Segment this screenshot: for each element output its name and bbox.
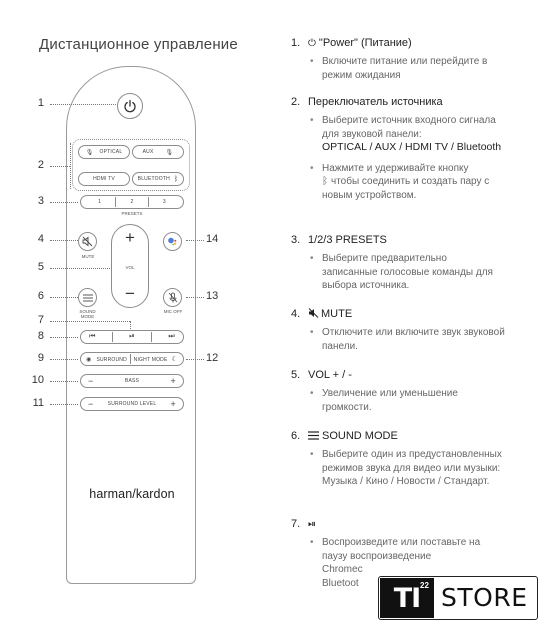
leader-12: [186, 359, 204, 360]
power-button[interactable]: [117, 93, 143, 119]
play-pause-icon[interactable]: ⏯: [129, 333, 135, 340]
mic-icon: 🎙: [85, 149, 94, 156]
surround-level-bar: [80, 397, 184, 411]
sound-mode-icon: [83, 294, 93, 302]
mute-button[interactable]: [78, 232, 97, 251]
section-6-bullet: • Выберите один из предустановленных режимов звука для видео или музыки: Музыка / Кино / Новости / Стандарт.: [310, 448, 505, 489]
bluetooth-button[interactable]: [132, 172, 184, 186]
surround-level-down-button[interactable]: −: [88, 399, 94, 409]
preset-1-button[interactable]: 1: [98, 199, 102, 205]
brand-logo: harman/kardon: [89, 487, 175, 501]
source-list: OPTICAL / AUX / HDMI TV / Bluetooth: [322, 141, 502, 153]
leader-2-bracket: [70, 143, 71, 189]
section-5-bullet: • Увеличение или уменьшение громкости.: [310, 387, 505, 414]
leader-6: [50, 297, 78, 298]
section-3-bullets: [310, 252, 505, 300]
section-1-heading: 1. ⏻ "Power" (Питание): [291, 37, 412, 49]
callout-10: 10: [31, 374, 44, 386]
callout-14: 14: [206, 233, 219, 245]
section-3-heading: 3. 1/2/3 PRESETS: [291, 234, 387, 246]
bass-up-button[interactable]: +: [170, 376, 176, 386]
section-1-bullet: • Включите питание или перейдите в режим ожидания: [310, 55, 505, 82]
next-icon[interactable]: ⏭: [168, 333, 175, 340]
leader-14: [186, 240, 204, 241]
callout-12: 12: [206, 352, 219, 364]
section-2-bullet: • Нажмите и удерживайте кнопку ᛒ чтобы соединить и создать пару с новым устройством.: [310, 162, 505, 203]
section-5-heading: 5. VOL + / -: [291, 369, 352, 381]
section-4-heading: 4. MUTE: [291, 308, 353, 320]
callout-4: 4: [37, 233, 44, 245]
leader-8: [50, 337, 78, 338]
callout-1: 1: [37, 97, 44, 109]
optical-button[interactable]: [78, 145, 130, 159]
volume-down-button[interactable]: −: [125, 284, 135, 303]
store-logo-ti: TI: [380, 578, 434, 618]
section-7-bullet: • Воспроизведите или поставьте на паузу воспроизведение Chromec Bluetoot: [310, 536, 505, 590]
sound-mode-button[interactable]: [78, 288, 97, 307]
divider: [112, 332, 113, 342]
surround-label: SURROUND: [96, 356, 127, 363]
divider: [148, 197, 149, 207]
section-4-bullet: • Отключите или включите звук звуковой панели.: [310, 326, 505, 353]
vol-label: VOL: [125, 265, 135, 270]
section-3-bullet: • Выберите предварительно записанные голосовые команды для выбора источника.: [310, 252, 505, 293]
divider: [115, 197, 116, 207]
aux-label: AUX: [142, 149, 154, 155]
night-mode-button[interactable]: [134, 355, 178, 363]
bass-down-button[interactable]: −: [88, 376, 94, 386]
sound-mode-label: SOUND MODE: [79, 309, 96, 319]
section-2-heading: 2. Переключатель источника: [291, 96, 443, 108]
hdmi-tv-button[interactable]: [78, 172, 130, 186]
section-1-bullets: [310, 55, 505, 89]
callout-11: 11: [32, 397, 44, 409]
divider: [130, 354, 131, 364]
surround-button[interactable]: [86, 356, 127, 363]
optical-label: OPTICAL: [99, 149, 123, 155]
preset-2-button[interactable]: 2: [130, 199, 134, 205]
play-pause-icon: ⏯: [308, 519, 316, 530]
aux-button[interactable]: [132, 145, 184, 159]
leader-10: [50, 381, 78, 382]
previous-icon[interactable]: ⏮: [89, 333, 96, 340]
mic-off-button[interactable]: [163, 288, 182, 307]
leader-7: [50, 321, 130, 322]
bluetooth-icon: ᛒ: [322, 176, 328, 187]
leader-1: [50, 104, 116, 105]
mic-off-icon: [168, 292, 178, 303]
mute-icon: [82, 236, 93, 247]
leader-9: [50, 359, 78, 360]
mic-off-label: MIC OFF: [163, 309, 183, 314]
moon-icon: ☾: [171, 356, 178, 363]
callout-6: 6: [37, 290, 44, 302]
section-6-heading: 6. SOUND MODE: [291, 430, 398, 442]
leader-11: [50, 404, 78, 405]
store-badge: [378, 576, 538, 620]
store-logo-number: 22: [420, 581, 429, 590]
mute-label: MUTE: [81, 254, 95, 259]
power-icon: [123, 99, 137, 113]
section-5-bullets: [310, 387, 505, 421]
surround-level-up-button[interactable]: +: [170, 399, 176, 409]
volume-up-button[interactable]: +: [125, 228, 135, 247]
sound-mode-icon: [308, 431, 319, 440]
presets-label: PRESETS: [121, 211, 143, 216]
surround-night-bar: [80, 352, 184, 366]
page-title: Дистанционное управление: [39, 36, 238, 53]
night-mode-label: NIGHT MODE: [133, 357, 168, 363]
callout-8: 8: [37, 330, 44, 342]
callout-7: 7: [37, 314, 44, 326]
callout-2: 2: [37, 159, 44, 171]
mic-icon: 🎙: [165, 149, 174, 156]
divider: [151, 332, 152, 342]
callout-3: 3: [37, 195, 44, 207]
hdmi-tv-label: HDMI TV: [93, 176, 115, 182]
section-7-heading: 7. ⏯: [291, 518, 316, 530]
mute-icon: [308, 308, 319, 318]
power-icon: ⏻: [308, 38, 316, 49]
section-4-bullets: [310, 326, 505, 360]
bass-label: BASS: [124, 378, 140, 384]
callout-13: 13: [206, 290, 219, 302]
leader-3: [50, 202, 78, 203]
bluetooth-icon: ᛒ: [173, 175, 179, 183]
preset-3-button[interactable]: 3: [162, 199, 166, 205]
callout-5: 5: [37, 261, 44, 273]
assistant-button[interactable]: [163, 232, 182, 251]
callout-9: 9: [37, 352, 44, 364]
leader-13: [186, 297, 204, 298]
leader-2: [50, 166, 70, 167]
bluetooth-label: BLUETOOTH: [137, 176, 170, 182]
section-2-bullet: • Выберите источник входного сигнала для звуковой панели: OPTICAL / AUX / HDMI TV / Bluetooth: [310, 114, 505, 155]
surround-level-label: SURROUND LEVEL: [107, 401, 157, 407]
transport-bar: [80, 330, 184, 344]
presets-bar: [80, 195, 184, 209]
leader-5: [50, 268, 112, 269]
section-6-bullets: [310, 448, 505, 496]
leader-4: [50, 240, 78, 241]
store-logo-text: STORE: [441, 583, 528, 612]
surround-icon: ◉: [86, 356, 92, 363]
google-assistant-icon: [167, 236, 178, 247]
section-2-bullets: [310, 114, 505, 209]
bass-bar: [80, 374, 184, 388]
